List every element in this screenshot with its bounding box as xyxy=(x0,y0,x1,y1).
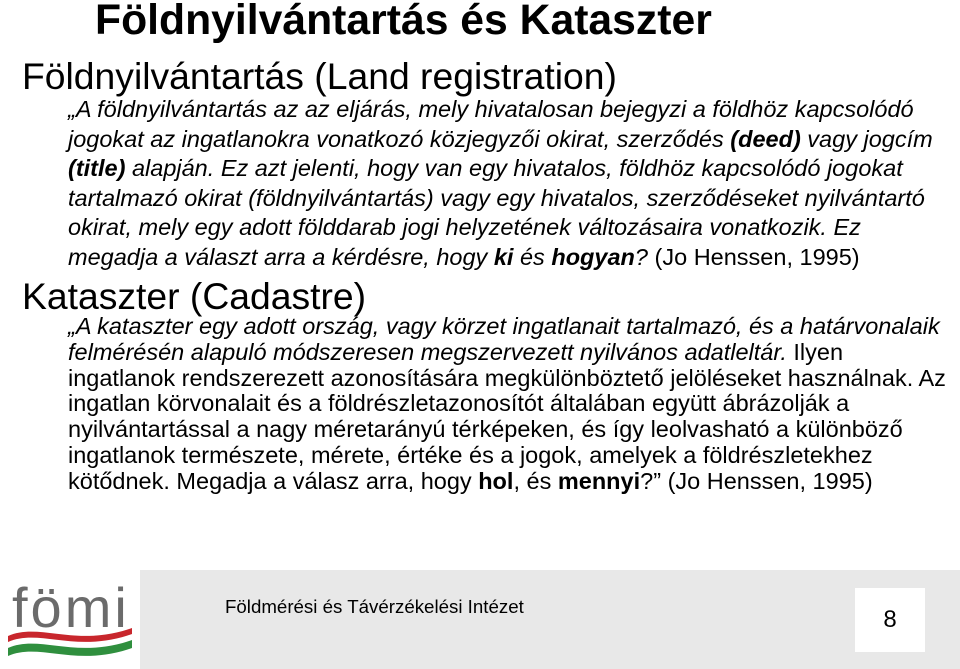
land-registration-definition xyxy=(68,95,933,273)
text-run: „A kataszter egy adott ország, vagy körzet ingatlanait tartalmazó, és a határvonalaik xyxy=(68,313,940,339)
text-run: ? xyxy=(634,243,655,270)
term-title: (title) xyxy=(68,155,126,182)
text-line xyxy=(68,95,933,125)
fomi-logo xyxy=(0,570,140,669)
cadastre-definition xyxy=(68,314,946,495)
text-run: jogokat az ingatlanokra vonatkozó közjegyzői okirat, szerződés xyxy=(68,125,731,152)
term-hol: hol xyxy=(478,467,514,494)
text-run: és xyxy=(513,243,552,270)
term-mennyi: mennyi xyxy=(557,467,641,494)
logo-ribbon-green xyxy=(8,640,132,656)
text-line xyxy=(68,417,946,443)
text-line xyxy=(68,443,946,469)
footer xyxy=(0,570,960,669)
text-line xyxy=(68,391,946,417)
text-run: vagy jogcím xyxy=(800,125,933,152)
term-hogyan: hogyan xyxy=(551,243,635,270)
logo-wordmark: fömi xyxy=(12,576,130,639)
text-run: Ilyen xyxy=(786,338,844,365)
text-run: tartalmazó okirat (földnyilvántartás) vagy egy hivatalos, szerződéseket nyilvántartó xyxy=(68,184,925,211)
citation: (Jo Henssen, 1995) xyxy=(667,467,873,494)
text-run: nyilvántartással a nagy méretarányú térképeken, és így leolvasható a különböző xyxy=(68,416,903,443)
text-line xyxy=(68,213,933,243)
text-run: okirat, mely egy adott földdarab jogi helyzetének változásaira vonatkozik. Ez xyxy=(68,214,861,241)
text-run: „A földnyilvántartás az az eljárás, mely hivatalosan bejegyzi a földhöz kapcsolódó xyxy=(68,96,914,122)
term-deed: (deed) xyxy=(730,125,801,152)
term-ki: ki xyxy=(493,243,514,270)
citation: (Jo Henssen, 1995) xyxy=(654,243,860,270)
text-run: felmérésén alapuló módszeresen megszervezett nyilvános adatleltár. xyxy=(68,338,787,365)
text-line xyxy=(68,184,933,214)
text-line xyxy=(68,154,933,184)
text-run: ingatlanok rendszerezett azonosítására megkülönböztető jelöléseket használnak. Az xyxy=(68,364,946,391)
slide-title: Földnyilvántartás és Kataszter xyxy=(95,0,712,44)
institute-name: Földmérési és Távérzékelési Intézet xyxy=(225,596,524,617)
text-line xyxy=(68,340,946,366)
text-line xyxy=(68,125,933,155)
text-run: alapján. Ez azt jelenti, hogy van egy hivatalos, földhöz kapcsolódó jogokat xyxy=(125,155,903,182)
page-number-box xyxy=(855,588,925,652)
text-run: kötődnek. Megadja a válasz arra, hogy xyxy=(68,467,479,494)
footer-band xyxy=(140,570,960,669)
text-line xyxy=(68,243,933,273)
text-line xyxy=(68,314,946,340)
text-run: ingatlan körvonalait és a földrészletazonosítót általában együtt ábrázolják a xyxy=(68,390,850,417)
page-number: 8 xyxy=(883,606,897,633)
text-run: ingatlanok természete, mérete, értéke és a jogok, amelyek a földrészletekhez xyxy=(68,441,873,468)
text-line xyxy=(68,366,946,392)
text-run: ?” xyxy=(640,467,668,494)
text-line xyxy=(68,469,946,495)
text-run: , és xyxy=(513,467,558,494)
heading-land-registration: Földnyilvántartás (Land registration) xyxy=(22,55,617,97)
heading-cadastre: Kataszter (Cadastre) xyxy=(22,275,367,317)
text-run: megadja a választ arra a kérdésre, hogy xyxy=(68,243,494,270)
